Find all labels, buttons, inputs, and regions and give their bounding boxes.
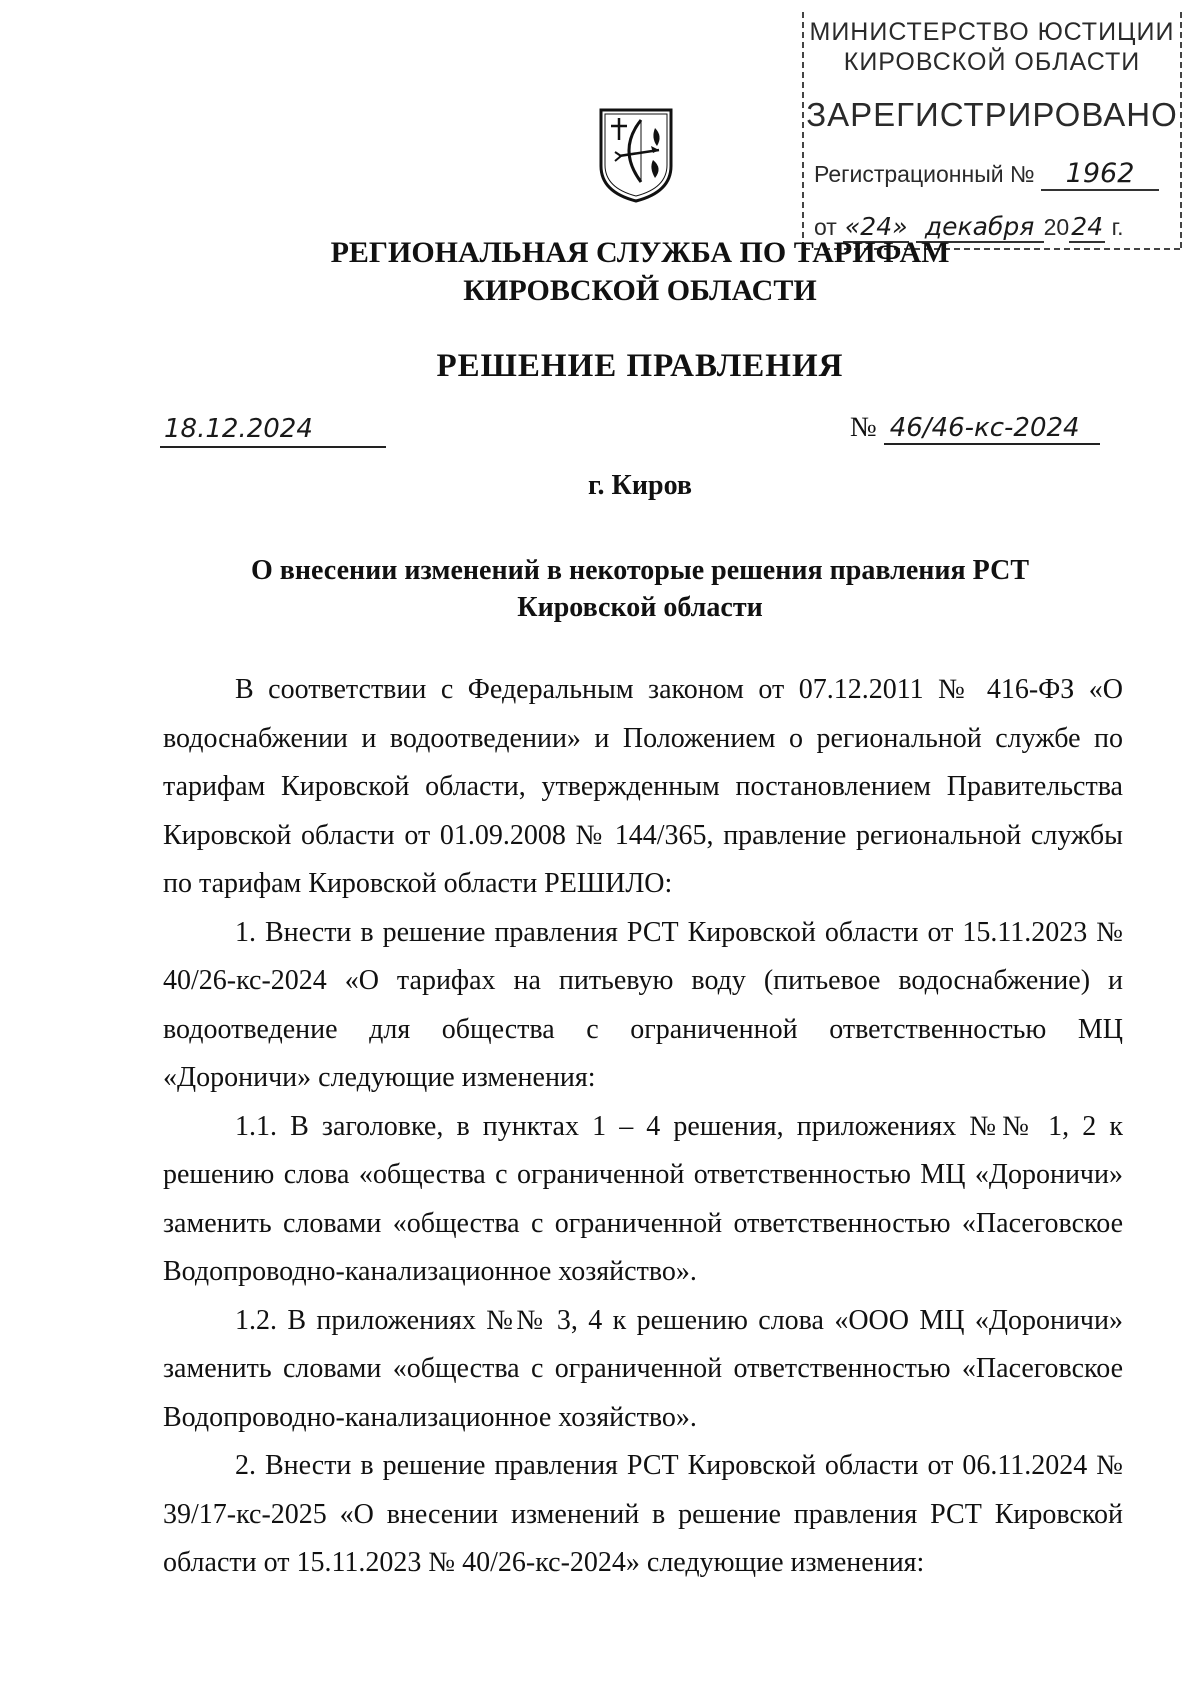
coat-of-arms-icon: [597, 106, 675, 204]
document-body: [163, 666, 1123, 1588]
stamp-month: декабря: [916, 212, 1044, 243]
stamp-year-unit: г.: [1111, 214, 1124, 240]
city: г. Киров: [588, 470, 692, 501]
stamp-ministry-line2: КИРОВСКОЙ ОБЛАСТИ: [843, 48, 1141, 76]
stamp-reg-number: 1962: [1041, 158, 1159, 191]
stamp-registered: ЗАРЕГИСТРИРОВАНО: [806, 96, 1178, 133]
body-paragraph: 1.1. В заголовке, в пунктах 1 – 4 решения, приложениях №№ 1, 2 к решению слова «общества с ограниченной ответственностью МЦ «Дороничи» заменить словами «общества с ограниченной ответственностью «Пасеговское Водопроводно-канализационное хозяйство».: [163, 1110, 1123, 1287]
stamp-day: «24»: [844, 212, 908, 241]
document-number: 46/46-кс-2024: [884, 413, 1100, 445]
subject-line2: Кировской области: [517, 592, 763, 623]
stamp-date-prefix: от: [814, 214, 837, 240]
subject-line1: О внесении изменений в некоторые решения правления РСТ: [251, 555, 1029, 586]
document-date: 18.12.2024: [160, 414, 386, 448]
body-paragraph: 2. Внести в решение правления РСТ Кировской области от 06.11.2024 № 39/17-кс-2025 «О внесении изменений в решение правления РСТ Кировской области от 15.11.2023 № 40/26-кс-2024» следующие изменения:: [163, 1450, 1123, 1578]
agency-name-line2: КИРОВСКОЙ ОБЛАСТИ: [463, 274, 817, 307]
stamp-year-suffix: 24: [1069, 212, 1105, 243]
number-label: №: [850, 412, 877, 443]
document-number-field: [850, 412, 1100, 445]
agency-name-line1: РЕГИОНАЛЬНАЯ СЛУЖБА ПО ТАРИФАМ: [330, 236, 950, 269]
document-type: РЕШЕНИЕ ПРАВЛЕНИЯ: [436, 348, 844, 384]
body-paragraph: 1. Внести в решение правления РСТ Кировской области от 15.11.2023 № 40/26-кс-2024 «О тарифах на питьевую воду (питьевое водоснабжение) и водоотведение для общества с ограниченной ответственностью МЦ «Дороничи» следующие изменения:: [163, 916, 1123, 1093]
body-paragraph: 1.2. В приложениях №№ 3, 4 к решению слова «ООО МЦ «Дороничи» заменить словами «общества с ограниченной ответственностью «Пасеговское Водопроводно-канализационное хозяйство».: [163, 1304, 1123, 1433]
stamp-reg-number-row: [814, 158, 1159, 191]
stamp-ministry-line1: МИНИСТЕРСТВО ЮСТИЦИИ: [809, 18, 1175, 46]
stamp-reg-label: Регистрационный №: [814, 161, 1035, 187]
document-subject: [160, 552, 1120, 626]
registration-stamp: [802, 12, 1182, 248]
body-paragraph: В соответствии с Федеральным законом от 07.12.2011 № 416-ФЗ «О водоснабжении и водоотведении» и Положением о региональной службе по тарифам Кировской области, утвержденным постановлением Правительства Кировской области от 01.09.2008 № 144/365, правление региональной службы по тарифам Кировской области РЕШИЛО:: [163, 674, 1123, 899]
stamp-year-prefix: 20: [1043, 214, 1070, 240]
